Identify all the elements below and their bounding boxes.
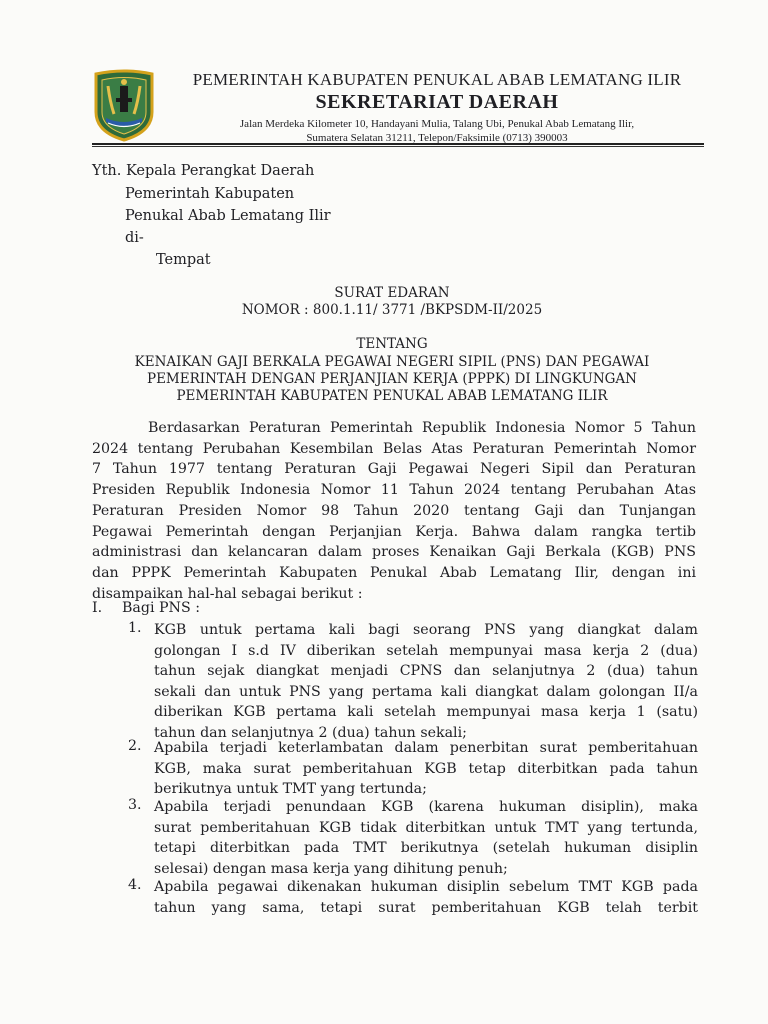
item-line: Apabila terjadi penundaan KGB (karena hukuman disiplin), maka [154, 799, 698, 815]
item-line: KGB, maka surat pemberitahuan KGB tetap diterbitkan pada tahun [154, 760, 698, 777]
letterhead-text [168, 64, 706, 145]
item-line: tahun yang sama, tetapi surat pemberitahuan KGB telah terbit [154, 899, 698, 916]
letter-number: NOMOR : 800.1.11/ 3771 /BKPSDM-II/2025 [241, 302, 543, 318]
subject-line-1: KENAIKAN GAJI BERKALA PEGAWAI NEGERI SIPIL (PNS) DAN PEGAWAI [134, 354, 650, 370]
recipient-line-1: Yth. Kepala Perangkat Daerah [92, 163, 315, 179]
item-line: berikutnya untuk TMT yang tertunda; [154, 781, 427, 797]
intro-line: Berdasarkan Peraturan Pemerintah Republik Indonesia Nomor 5 Tahun [148, 420, 696, 436]
recipient-line-2: Pemerintah Kabupaten [125, 186, 295, 202]
item-line: sekali dan untuk PNS yang pertama kali diangkat dalam golongan II/a [154, 683, 698, 700]
intro-line: administrasi dan kelancaran dalam proses Kenaikan Gaji Berkala (KGB) PNS [92, 544, 696, 561]
letterhead [88, 64, 706, 146]
item-line: surat pemberitahuan KGB tidak diterbitkan untuk TMT yang tertunda, [154, 819, 698, 836]
office-name: SEKRETARIAT DAERAH [315, 91, 559, 113]
recipient-line-5: Tempat [156, 252, 211, 268]
item-line: tetapi diterbitkan pada TMT berikutnya (setelah hukuman disiplin [154, 840, 698, 856]
letterhead-rule [92, 143, 704, 145]
item-line: Apabila terjadi keterlambatan dalam penerbitan surat pemberitahuan [154, 740, 698, 756]
intro-line: 2024 tentang Perubahan Kesembilan Belas Atas Peraturan Pemerintah Nomor [92, 440, 696, 457]
recipient-line-3: Penukal Abab Lematang Ilir [125, 208, 331, 224]
intro-line: dan PPPK Pemerintah Kabupaten Penukal Abab Lematang Ilir, dengan ini [92, 564, 696, 581]
letter-about: TENTANG [356, 336, 428, 352]
item-number: 2. [128, 738, 142, 754]
item-number: 1. [128, 620, 142, 636]
intro-line: 7 Tahun 1977 tentang Peraturan Gaji Pegawai Negeri Sipil dan Peraturan [92, 461, 696, 478]
item-number: 3. [128, 797, 142, 813]
section-numeral: I. [92, 600, 103, 616]
item-line: tahun sejak diangkat menjadi CPNS dan selanjutnya 2 (dua) tahun [154, 663, 698, 679]
intro-line: disampaikan hal-hal sebagai berikut : [92, 585, 363, 602]
regency-emblem-icon [92, 68, 156, 142]
item-line: selesai) dengan masa kerja yang dihitung penuh; [154, 860, 508, 877]
subject-line-2: PEMERINTAH DENGAN PERJANJIAN KERJA (PPPK) DI LINGKUNGAN [146, 371, 637, 387]
letterhead-rule-thin [92, 146, 704, 147]
item-line: golongan I s.d IV diberikan setelah mempunyai masa kerja 2 (dua) [154, 642, 698, 659]
item-line: diberikan KGB pertama kali setelah mempunyai masa kerja 1 (satu) [154, 704, 698, 720]
government-name: PEMERINTAH KABUPATEN PENUKAL ABAB LEMATANG ILIR [192, 70, 682, 89]
item-line: KGB untuk pertama kali bagi seorang PNS yang diangkat dalam [154, 622, 698, 638]
section-title: Bagi PNS : [122, 600, 200, 616]
recipient-line-4: di- [125, 230, 144, 246]
item-line: tahun dan selanjutnya 2 (dua) tahun sekali; [154, 724, 467, 741]
address-line-2: Sumatera Selatan 31211, Telepon/Faksimile (0713) 390003 [306, 132, 568, 144]
item-line: Apabila pegawai dikenakan hukuman disiplin sebelum TMT KGB pada [154, 879, 698, 895]
subject-line-3: PEMERINTAH KABUPATEN PENUKAL ABAB LEMATANG ILIR [176, 388, 608, 404]
intro-line: Peraturan Presiden Nomor 98 Tahun 2020 tentang Gaji dan Tunjangan [92, 502, 696, 519]
intro-line: Pegawai Pemerintah dengan Perjanjian Kerja. Bahwa dalam rangka tertib [92, 523, 696, 540]
address-line-1: Jalan Merdeka Kilometer 10, Handayani Mulia, Talang Ubi, Penukal Abab Lematang Ilir, [239, 118, 635, 130]
intro-line: Presiden Republik Indonesia Nomor 11 Tahun 2024 tentang Perubahan Atas [92, 482, 696, 499]
intro-paragraph [92, 418, 696, 604]
letter-type: SURAT EDARAN [334, 285, 450, 301]
item-number: 4. [128, 877, 142, 893]
